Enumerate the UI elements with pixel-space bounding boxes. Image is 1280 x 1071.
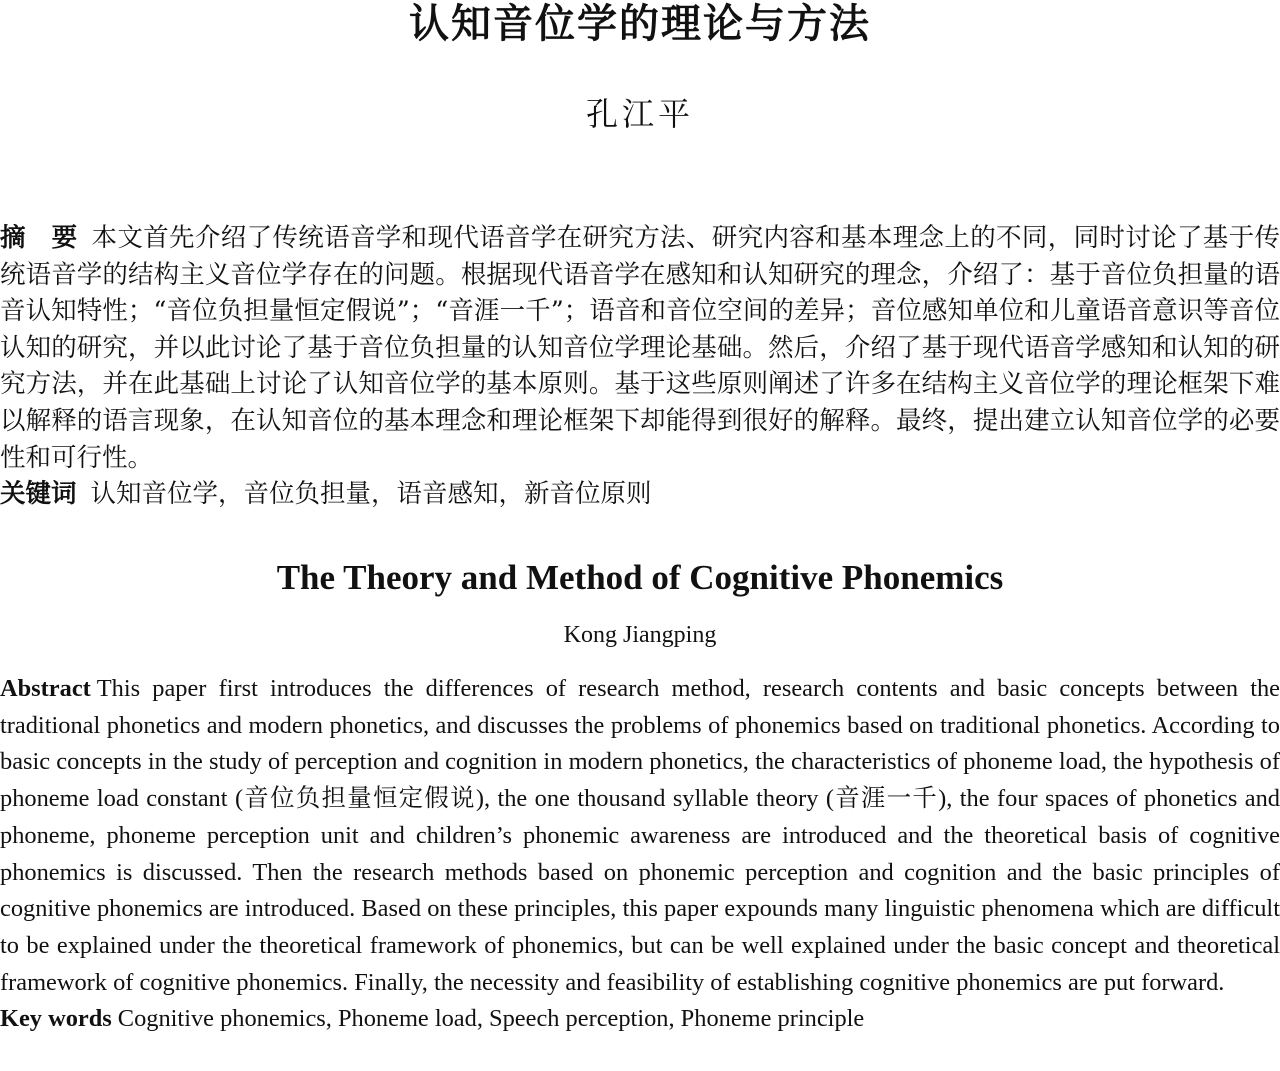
chinese-keywords-label: 关键词 xyxy=(0,479,77,510)
english-abstract-label: Abstract xyxy=(0,675,91,702)
english-abstract xyxy=(0,671,1280,1001)
english-abstract-section xyxy=(0,671,1280,1038)
english-abstract-text: This paper first introduces the differences of research method, research contents and basic concepts between the traditional phonetics and modern phonetics, and discusses the problems of phonemics based on traditional phonetics. According to basic concepts in the study of perception and cognition in modern phonetics, the characteristics of phoneme load, the hypothesis of phoneme load constant (音位负担量恒定假说), the one thousand syllable theory (音涯一千), the four spaces of phonetics and phoneme, phoneme perception unit and children’s phonemic awareness are introduced and the theoretical basis of cognitive phonemics is discussed. Then the research methods based on phonemic perception and cognition and the basic principles of cognitive phonemics are introduced. Based on these principles, this paper expounds many linguistic phenomena which are difficult to be explained under the theoretical framework of phonemics, but can be well explained under the basic concept and theoretical framework of cognitive phonemics. Finally, the necessity and feasibility of establishing cognitive phonemics are put forward. xyxy=(0,675,1280,996)
english-author: Kong Jiangping xyxy=(563,622,717,648)
chinese-author: 孔江平 xyxy=(585,95,694,133)
english-keywords xyxy=(0,1001,1280,1038)
chinese-abstract-text: 本文首先介绍了传统语音学和现代语音学在研究方法、研究内容和基本理念上的不同，同时讨论了基于传统语音学的结构主义音位学存在的问题。根据现代语音学在感知和认知研究的理念，介绍了：基于音位负担量的语音认知特性；“音位负担量恒定假说”；“音涯一千”；语音和音位空间的差异；音位感知单位和儿童语音意识等音位认知的研究，并以此讨论了基于音位负担量的认知音位学理论基础。然后，介绍了基于现代语音学感知和认知的研究方法，并在此基础上讨论了认知音位学的基本原则。基于这些原则阐述了许多在结构主义音位学的理论框架下难以解释的语言现象，在认知音位的基本理念和理论框架下却能得到很好的解释。最终，提出建立认知音位学的必要性和可行性。 xyxy=(0,223,1280,473)
chinese-abstract-label: 摘 要 xyxy=(0,223,78,253)
english-keywords-label: Key words xyxy=(0,1005,112,1033)
english-title: The Theory and Method of Cognitive Phonemics xyxy=(276,558,1004,597)
chinese-abstract xyxy=(0,220,1280,476)
chinese-title: 认知音位学的理论与方法 xyxy=(409,1,871,47)
chinese-abstract-section xyxy=(0,220,1280,513)
english-keywords-text: Cognitive phonemics, Phoneme load, Speech perception, Phoneme principle xyxy=(117,1005,865,1033)
chinese-keywords xyxy=(0,476,1280,513)
chinese-keywords-text: 认知音位学，音位负担量，语音感知，新音位原则 xyxy=(90,479,652,510)
